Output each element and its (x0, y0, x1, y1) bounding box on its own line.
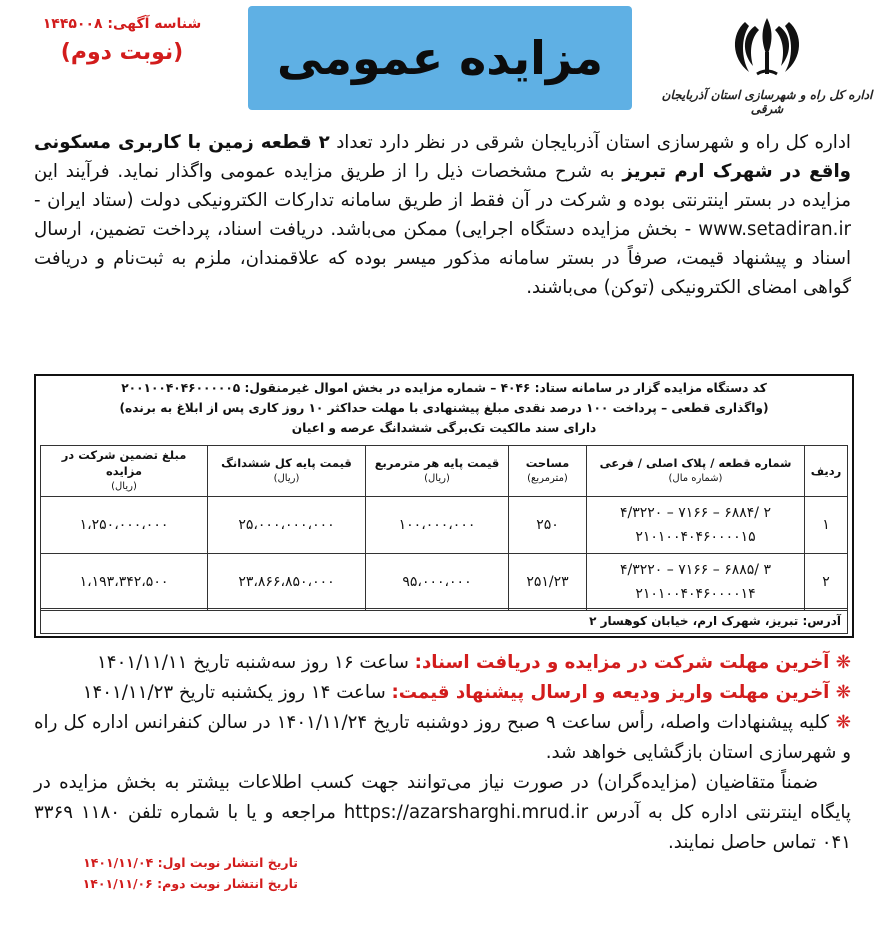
share-block (12, 16, 232, 65)
table-row (41, 554, 848, 611)
table-heading (36, 376, 852, 446)
col-price-m2: قیمت پایه هر مترمربع (ریال) (366, 446, 509, 497)
cell-row-no: ۲ (805, 554, 848, 611)
cell-price-m2: ۱۰۰،۰۰۰،۰۰۰ (366, 497, 509, 554)
col-plate: شماره قطعه / پلاک اصلی / فرعی (شماره مال) (587, 446, 805, 497)
cell-plate: ۲ /۶۸۸۴ – ۷۱۶۶ – ۴/۳۲۲۰ ۲۱۰۱۰۰۴۰۴۶۰۰۰۰۱۵ (587, 497, 805, 554)
cell-price-total: ۲۳،۸۶۶،۸۵۰،۰۰۰ (208, 554, 366, 611)
intro-text-1: اداره کل راه و شهرسازی استان آذربایجان شرقی در نظر دارد تعداد (329, 132, 851, 153)
table-heading-line-3: دارای سند مالکیت تک‌برگی ششدانگ عرصه و اعیان (291, 421, 597, 435)
contact-note: ضمناً متقاضیان (مزایده‌گران) در صورت نیاز می‌توانند جهت کسب اطلاعات بیشتر به بخش مزایده در پایگاه اینترنتی اداره کل به آدرس https://azarsharghi.mrud.ir مراجعه و یا با شماره تلفن ۱۱۸۰ ۳۳۶۹ ۰۴۱ تماس حاصل نمایند. (34, 772, 851, 853)
publication-date-first: تاریخ انتشار نوبت اول: ۱۴۰۱/۱۱/۰۴ (83, 855, 298, 870)
asset-table (40, 445, 848, 611)
notice-id: شناسه آگهی: ۱۴۴۵۰۰۸ (42, 16, 202, 32)
intro-bold: ۲ قطعه زمین با کاربری مسکونی واقع در شهرک ارم تبریز (34, 132, 851, 182)
table-heading-line-1: کد دستگاه مزایده گزار در سامانه ستاد: ۴۰۴۶ – شماره مزایده در بخش اموال غیرمنقول: ۲۰۰۱۰۰۴۰۴۶۰۰۰۰۰۵ (121, 381, 767, 395)
asterisk-icon: ❋ (829, 652, 851, 673)
table-heading-line-2: (واگذاری قطعی – پرداخت ۱۰۰ درصد نقدی مبلغ پیشنهادی با مهلت حداکثر ۱۰ روز کاری پس از ابلاغ به برنده) (119, 401, 769, 415)
deadline-1: ❋ آخرین مهلت شرکت در مزایده و دریافت اسناد: ساعت ۱۶ روز سه‌شنبه تاریخ ۱۴۰۱/۱۱/۱۱ (97, 652, 851, 673)
table-row (41, 497, 848, 554)
header (0, 0, 887, 118)
address-row: آدرس: تبریز، شهرک ارم، خیابان کوهسار ۲ (40, 608, 848, 634)
org-block (657, 12, 877, 116)
cell-guarantee: ۱،۲۵۰،۰۰۰،۰۰۰ (41, 497, 208, 554)
deadlines-section (34, 648, 851, 858)
col-price-total: قیمت پایه کل ششدانگ (ریال) (208, 446, 366, 497)
col-row: ردیف (805, 446, 848, 497)
table-header-row (41, 446, 848, 497)
publication-date-second: تاریخ انتشار نوبت دوم: ۱۴۰۱/۱۱/۰۶ (82, 876, 298, 891)
asset-table-box (34, 374, 854, 638)
opening-info: ❋ کلیه پیشنهادات واصله، رأس ساعت ۹ صبح روز دوشنبه تاریخ ۱۴۰۱/۱۱/۲۴ در سالن کنفرانس اداره کل راه و شهرسازی استان بازگشایی خواهد شد. (34, 712, 851, 763)
cell-price-m2: ۹۵،۰۰۰،۰۰۰ (366, 554, 509, 611)
publication-dates (28, 852, 298, 894)
intro-paragraph (34, 128, 851, 302)
cell-area: ۲۵۱/۲۳ (509, 554, 587, 611)
asterisk-icon: ❋ (829, 682, 851, 703)
round-label: (نوبت دوم) (60, 40, 184, 65)
cell-plate: ۳ /۶۸۸۵ – ۷۱۶۶ – ۴/۳۲۲۰ ۲۱۰۱۰۰۴۰۴۶۰۰۰۰۱۴ (587, 554, 805, 611)
iran-emblem-icon (727, 12, 807, 82)
col-guarantee: مبلغ تضمین شرکت در مزایده (ریال) (41, 446, 208, 497)
cell-guarantee: ۱،۱۹۳،۳۴۲،۵۰۰ (41, 554, 208, 611)
title-banner (248, 6, 632, 110)
asterisk-icon: ❋ (829, 712, 851, 733)
cell-row-no: ۱ (805, 497, 848, 554)
cell-price-total: ۲۵،۰۰۰،۰۰۰،۰۰۰ (208, 497, 366, 554)
cell-area: ۲۵۰ (509, 497, 587, 554)
deadline-2: ❋ آخرین مهلت واریز ودیعه و ارسال پیشنهاد قیمت: ساعت ۱۴ روز یکشنبه تاریخ ۱۴۰۱/۱۱/۲۳ (82, 682, 851, 703)
org-name: اداره کل راه و شهرسازی استان آذربایجان شرقی (661, 88, 873, 116)
intro-text-2: به شرح مشخصات ذیل را از طریق مزایده عمومی واگذار نماید. فرآیند این مزایده در بستر اینترنتی بوده و شرکت در آن فقط از طریق سامانه تدارکات الکترونیکی دولت (ستاد ایران - www.setadiran.ir - بخش مزایده دستگاه اجرایی) ممکن می‌باشد. دریافت اسناد، پرداخت تضمین، ارسال اسناد و پیشنهاد قیمت، صرفاً در بستر سامانه مذکور میسر بوده که علاقمندان، ملزم به ثبت‌نام و دریافت گواهی امضای الکترونیکی (توکن) می‌باشند. (34, 161, 851, 298)
page-title: مزایده عمومی (277, 31, 603, 85)
col-area: مساحت (مترمربع) (509, 446, 587, 497)
